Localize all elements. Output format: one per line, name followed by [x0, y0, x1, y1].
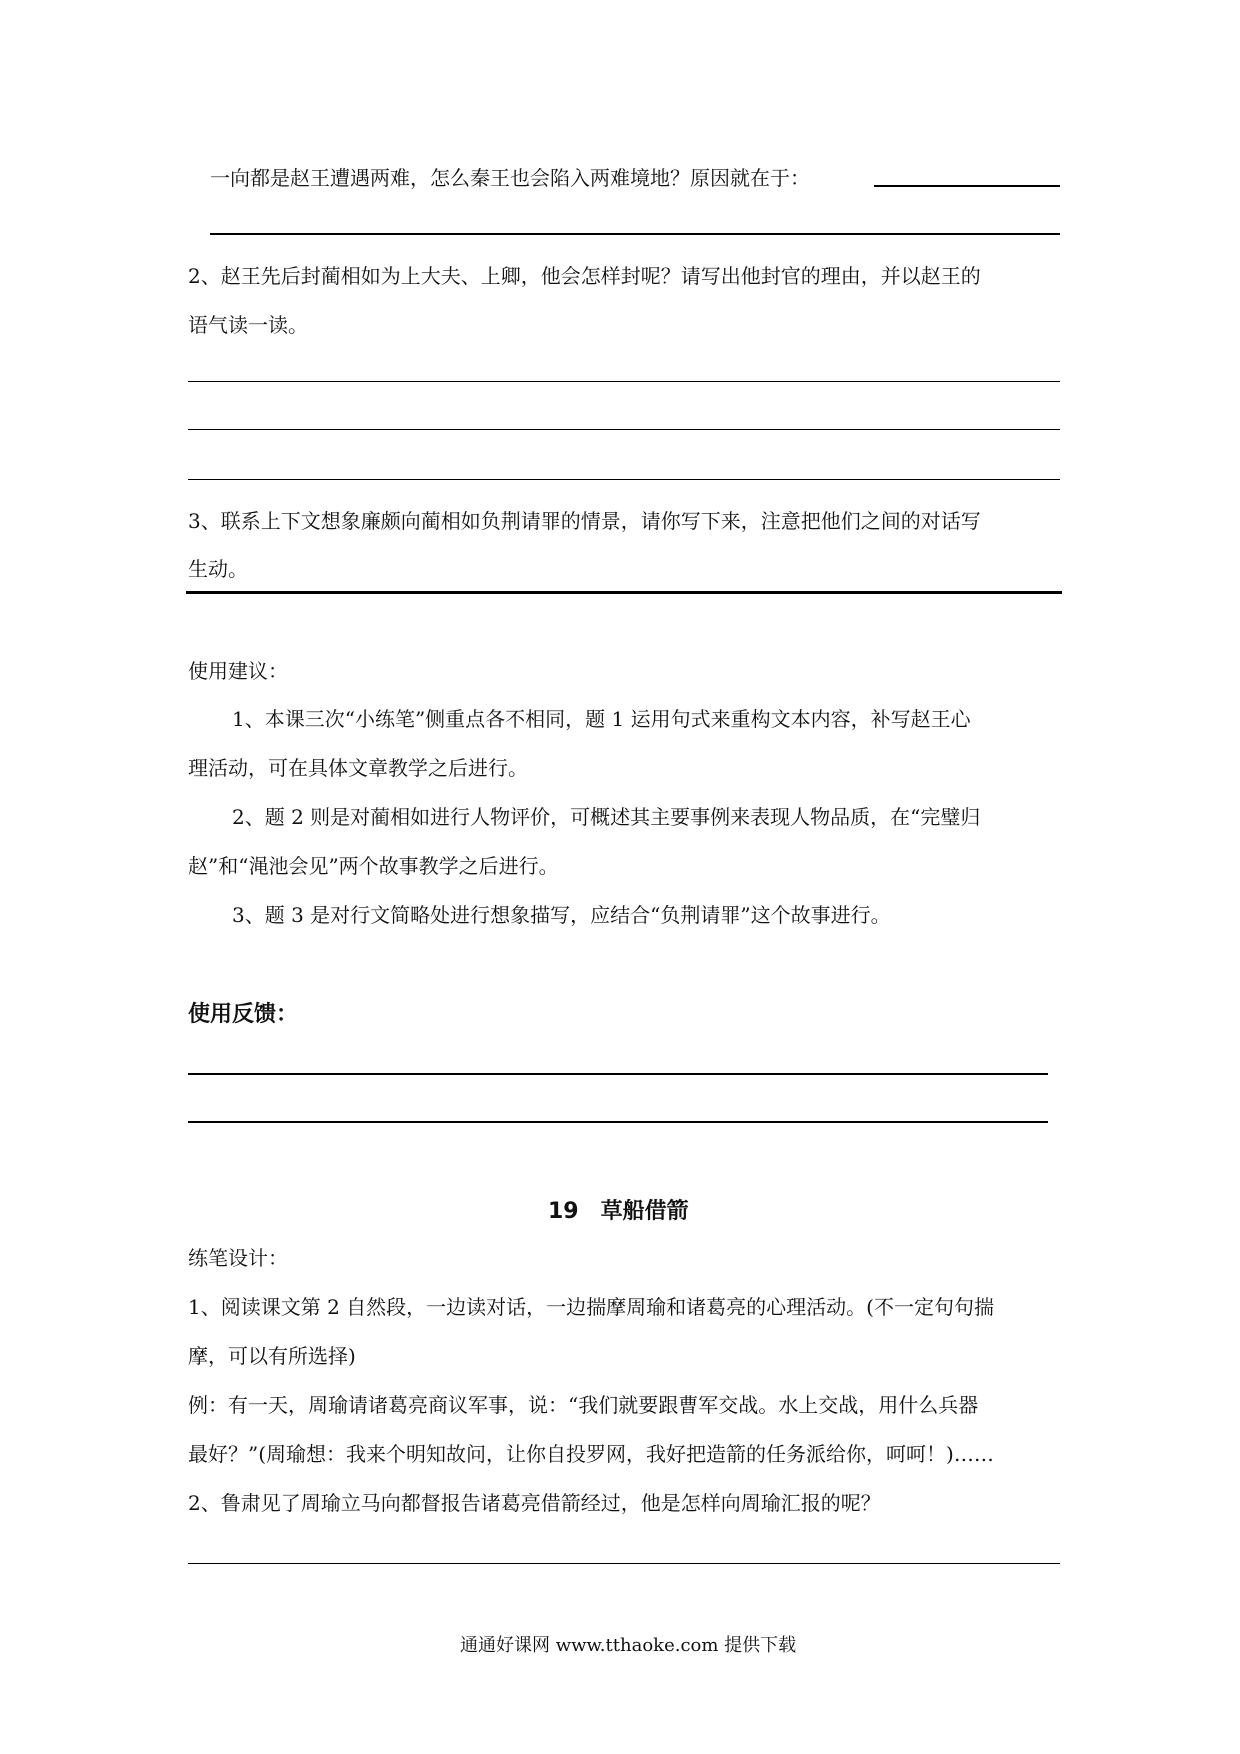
question-3-line-1: 3、联系上下文想象廉颇向蔺相如负荆请罪的情景，请你写下来，注意把他们之间的对话写	[188, 509, 981, 533]
lesson-question-2-line-1: 2、鲁肃见了周瑜立马向都督报告诸葛亮借箭经过，他是怎样向周瑜汇报的呢？	[188, 1491, 881, 1515]
section-divider	[186, 591, 1062, 594]
answer-line	[188, 479, 1060, 480]
answer-line	[210, 233, 1060, 235]
lesson-question-1-line-1: 1、阅读课文第 2 自然段，一边读对话，一边揣摩周瑜和诸葛亮的心理活动。(不一定句句揣	[188, 1295, 994, 1319]
suggestion-1-line-1: 1、本课三次“小练笔”侧重点各不相同，题 1 运用句式来重构文本内容，补写赵王心	[232, 707, 971, 731]
suggestions-heading: 使用建议：	[188, 659, 288, 683]
feedback-heading: 使用反馈：	[188, 1002, 299, 1027]
question-3-line-2: 生动。	[188, 557, 248, 581]
answer-line	[874, 185, 1060, 187]
answer-line	[188, 381, 1060, 382]
answer-line	[188, 429, 1060, 430]
lesson-title: 19 草船借箭	[548, 1199, 689, 1224]
lesson-question-1-line-2: 摩，可以有所选择)	[188, 1344, 356, 1368]
suggestion-2-line-2: 赵”和“渑池会见”两个故事教学之后进行。	[188, 854, 559, 878]
feedback-line	[188, 1121, 1048, 1123]
footer-text: 通通好课网 www.tthaoke.com 提供下载	[460, 1635, 797, 1656]
question-2-line-2: 语气读一读。	[188, 313, 308, 337]
answer-line	[188, 1563, 1060, 1564]
suggestion-1-line-2: 理活动，可在具体文章教学之后进行。	[188, 756, 528, 780]
question-1-tail: 一向都是赵王遭遇两难，怎么秦王也会陷入两难境地？原因就在于：	[210, 166, 810, 190]
feedback-line	[188, 1073, 1048, 1075]
example-line-1: 例：有一天，周瑜请诸葛亮商议军事，说：“我们就要跟曹军交战。水上交战，用什么兵器	[188, 1393, 979, 1417]
question-2-line-1: 2、赵王先后封蔺相如为上大夫、上卿，他会怎样封呢？请写出他封官的理由，并以赵王的	[188, 264, 981, 288]
suggestion-3-line-1: 3、题 3 是对行文简略处进行想象描写，应结合“负荆请罪”这个故事进行。	[232, 903, 891, 927]
example-line-2: 最好？”(周瑜想：我来个明知故问，让你自投罗网，我好把造箭的任务派给你，呵呵！)……	[188, 1442, 994, 1466]
suggestion-2-line-1: 2、题 2 则是对蔺相如进行人物评价，可概述其主要事例来表现人物品质，在“完璧归	[232, 805, 981, 829]
design-heading: 练笔设计：	[188, 1246, 288, 1270]
